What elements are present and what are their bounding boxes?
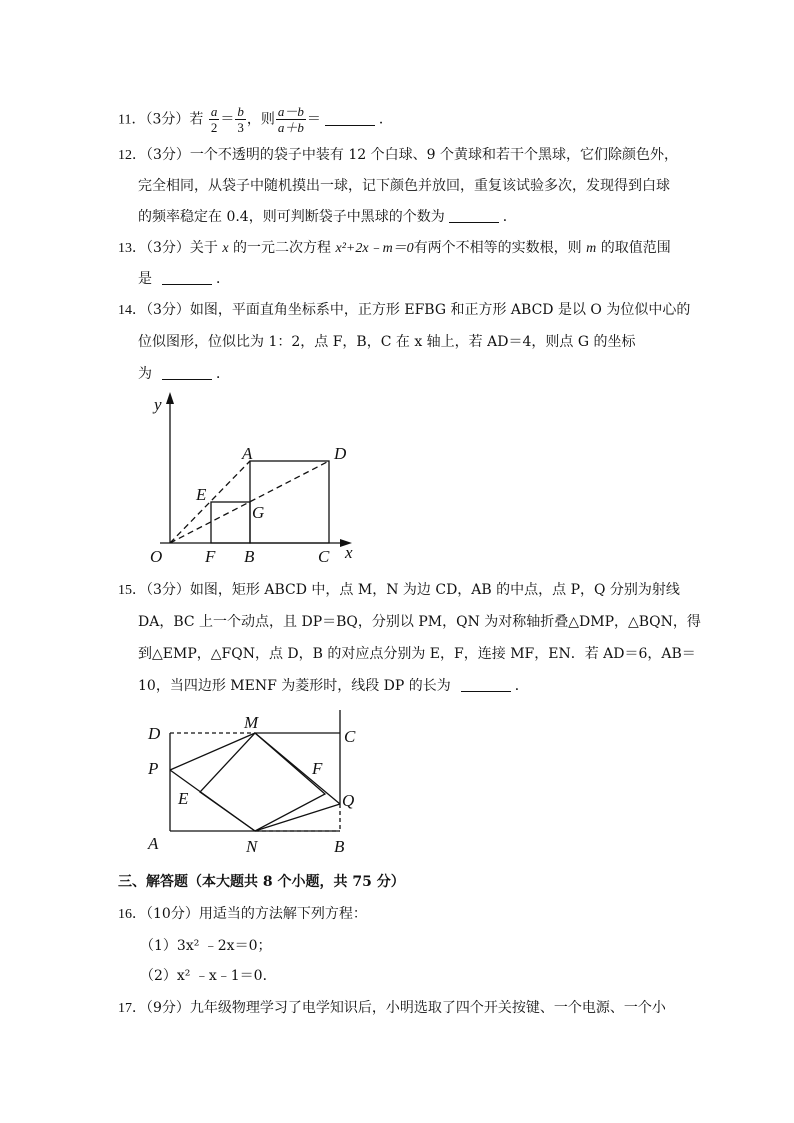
q12-text-line-3: 的频率稳定在 0.4，则可判断袋子中黑球的个数为: [138, 209, 445, 225]
q13-text-b: 的一元二次方程: [233, 240, 332, 256]
q13-text-line-2: 是: [138, 271, 152, 287]
question-15-line-4: [138, 676, 529, 696]
q14-answer-blank[interactable]: [162, 365, 212, 380]
q11-fraction-a-over-2: [209, 104, 220, 135]
q11-frac1-numerator: a: [210, 104, 218, 119]
label-a: A: [242, 444, 253, 463]
q13-number: 13．: [118, 241, 146, 256]
label-y: y: [154, 395, 162, 414]
q12-number: 12．: [118, 148, 146, 163]
label-m: M: [244, 713, 259, 732]
q16-part-2: （2）x² ﹣x﹣1＝0．: [140, 968, 277, 984]
q14-number: 14．: [118, 303, 146, 318]
q14-score: （3分）: [146, 302, 190, 318]
figure-coordinate-squares: [140, 388, 380, 568]
label-a: A: [148, 834, 159, 853]
q11-score: （3分）: [145, 111, 190, 128]
q11-frac3-denominator: a＋b: [277, 120, 304, 135]
q11-frac1-denominator: 2: [210, 120, 218, 135]
square-efbg: [211, 502, 250, 543]
question-17: [118, 998, 666, 1019]
q17-score: （9分）: [146, 1000, 190, 1016]
label-c: C: [344, 727, 356, 746]
q11-equals-1: ＝: [220, 111, 235, 128]
q12-text-line-1: 一个不透明的袋子中装有 12 个白球、9 个黄球和若干个黑球，它们除颜色外，: [189, 147, 678, 163]
question-15-line-2: [138, 612, 701, 632]
q15-text-line-4: 10，当四边形 MENF 为菱形时，线段 DP 的长为: [138, 678, 451, 694]
label-g: G: [252, 503, 265, 522]
question-13-line-1: [118, 238, 671, 259]
label-n: N: [246, 837, 258, 856]
q13-score: （3分）: [146, 240, 190, 256]
label-x: x: [345, 543, 353, 562]
label-p: P: [148, 759, 159, 778]
label-d: D: [334, 444, 347, 463]
q11-period: ．: [378, 111, 393, 128]
question-14-line-1: [118, 300, 690, 321]
q14-text-line-2: 位似图形，位似比为 1：2，点 F，B，C 在 x 轴上，若 AD＝4，则点 G 的坐标: [138, 334, 636, 350]
label-d: D: [148, 724, 161, 743]
label-o: O: [150, 547, 163, 566]
q13-var-m: m: [586, 241, 597, 256]
q14-period: ．: [216, 366, 230, 382]
section-3-heading: 三、解答题（本大题共 8 个小题，共 75 分）: [118, 874, 405, 890]
q11-answer-blank[interactable]: [325, 111, 375, 126]
question-11: [118, 104, 393, 135]
y-axis-arrow: [166, 392, 174, 404]
question-14-line-2: [138, 332, 635, 352]
q16-text: 用适当的方法解下列方程：: [198, 906, 367, 922]
label-e: E: [178, 789, 189, 808]
label-e: E: [196, 485, 207, 504]
q13-period: ．: [216, 271, 230, 287]
q12-period: ．: [502, 209, 517, 225]
q15-text-line-1: 如图，矩形 ABCD 中，点 M，N 为边 CD，AB 的中点，点 P，Q 分别为射线: [189, 582, 680, 598]
label-b: B: [334, 837, 345, 856]
square-abcd: [250, 461, 329, 543]
q11-text-then: ，则: [246, 111, 275, 128]
q11-fraction-b-over-3: [235, 104, 246, 135]
question-14-line-3: [138, 364, 230, 384]
q11-frac2-denominator: 3: [237, 120, 244, 135]
q16-part-1: （1）3x² ﹣2x＝0；: [140, 938, 272, 954]
label-q: Q: [342, 791, 355, 810]
question-12-line-1: [118, 145, 678, 166]
q12-score: （3分）: [146, 147, 190, 163]
q13-text-c: 有两个不相等的实数根，则: [413, 240, 582, 256]
question-15-line-1: [118, 580, 680, 601]
q11-frac3-numerator: a－b: [277, 104, 304, 119]
q15-number: 15．: [118, 583, 146, 598]
q15-period: ．: [514, 678, 529, 694]
q16-number: 16．: [118, 907, 146, 922]
q13-text-a: 关于: [189, 240, 218, 256]
q11-fraction-expression: [276, 104, 306, 135]
question-16: [118, 904, 367, 925]
q12-answer-blank[interactable]: [449, 208, 499, 223]
label-c: C: [318, 547, 330, 566]
question-13-line-2: [138, 269, 230, 289]
question-12-line-3: [138, 207, 517, 227]
q12-text-line-2: 完全相同，从袋子中随机摸出一球，记下颜色并放回，重复该试验多次，发现得到白球: [138, 178, 670, 194]
segment-pm: [170, 733, 255, 770]
q11-equals-2: ＝: [306, 111, 321, 128]
q13-equation: x²+2x﹣m＝0: [335, 241, 414, 256]
q17-text: 九年级物理学习了电学知识后，小明选取了四个开关按键、一个电源、一个小: [189, 1000, 666, 1016]
q11-frac2-numerator: b: [237, 104, 244, 119]
q14-text-line-1: 如图，平面直角坐标系中，正方形 EFBG 和正方形 ABCD 是以 O 为位似中心的: [189, 302, 691, 318]
question-12-line-2: [138, 176, 670, 196]
q13-var-x: x: [222, 241, 229, 256]
q16-score: （10分）: [146, 906, 199, 922]
q14-text-line-3: 为: [138, 366, 152, 382]
q15-score: （3分）: [146, 582, 190, 598]
question-15-line-3: [138, 644, 696, 664]
q13-text-d: 的取值范围: [600, 240, 671, 256]
q17-number: 17．: [118, 1001, 146, 1016]
rhombus-menf: [200, 733, 325, 831]
q11-text-if: 若: [189, 111, 204, 128]
q11-number: 11．: [118, 112, 146, 128]
q15-answer-blank[interactable]: [461, 677, 511, 692]
label-f: F: [205, 547, 216, 566]
figure-rectangle-rhombus: [140, 706, 380, 858]
q15-text-line-2: DA，BC 上一个动点，且 DP＝BQ，分别以 PM，QN 为对称轴折叠△DMP，△BQN，得: [138, 614, 701, 630]
label-f: F: [312, 759, 323, 778]
q15-text-line-3: 到△EMP，△FQN，点 D，B 的对应点分别为 E，F，连接 MF，EN．若 AD＝6，AB＝: [138, 646, 696, 662]
label-b: B: [244, 547, 255, 566]
q13-answer-blank[interactable]: [162, 270, 212, 285]
